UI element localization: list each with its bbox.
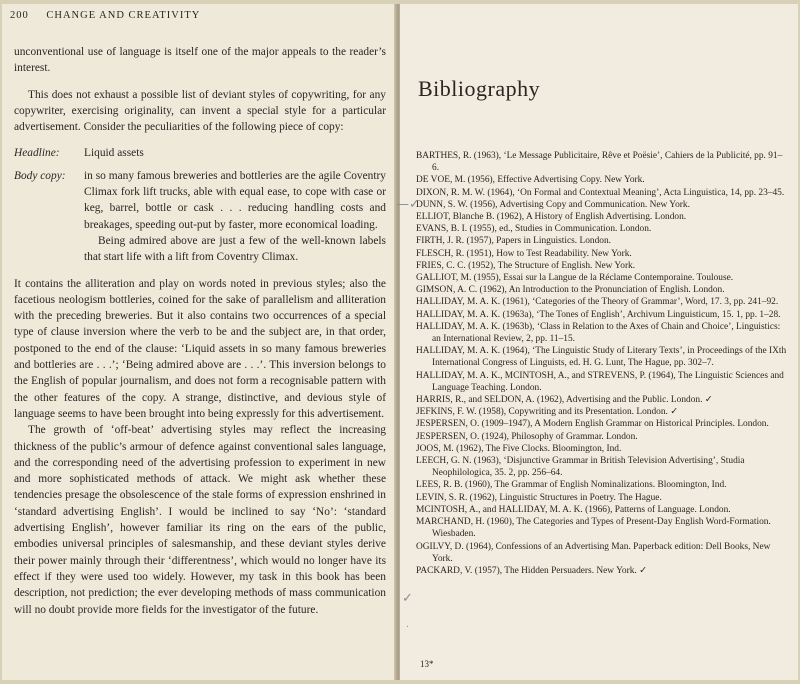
- bibliography-entry: LEES, R. B. (1960), The Grammar of English Nominalizations. Bloomington, Ind.: [416, 480, 727, 491]
- body-copy-para-1: in so many famous breweries and bottleries are the agile Coventry Climax fork lift trucks, able with equal ease, to cope with case or keg, barrel, bottle or cask . . . reducing handling costs and breakages, speeding out-put by faster, more economical loading.: [84, 169, 386, 231]
- signature-mark: 13*: [420, 659, 434, 669]
- bibliography-entry: PACKARD, V. (1957), The Hidden Persuaders. New York. ✓: [416, 565, 647, 576]
- bibliography-entry: ELLIOT, Blanche B. (1962), A History of English Advertising. London.: [416, 212, 687, 223]
- bibliography-entry: LEECH, G. N. (1963), ‘Disjunctive Grammar in British Television Advertising’, Studia Neophilologica, 35. 2, pp. 256–64.: [416, 456, 745, 479]
- bibliography-entry: JESPERSEN, O. (1924), Philosophy of Grammar. London.: [416, 431, 638, 442]
- page-number: 200: [10, 10, 29, 21]
- bibliography-entry: MCINTOSH, A., and HALLIDAY, M. A. K. (1966), Patterns of Language. London.: [416, 504, 731, 515]
- bibliography-entry: HALLIDAY, M. A. K. (1961), ‘Categories of the Theory of Grammar’, Word, 17. 3, pp. 241–92.: [416, 297, 779, 308]
- bibliography-entry: JOOS, M. (1962), The Five Clocks. Bloomington, Ind.: [416, 443, 622, 454]
- bibliography-entry: GIMSON, A. C. (1962), An Introduction to the Pronunciation of English. London.: [416, 285, 725, 296]
- bibliography-entry: HALLIDAY, M. A. K. (1963b), ‘Class in Relation to the Axes of Chain and Choice’, Linguistics: an International Review, 2, pp. 11–15.: [416, 321, 781, 345]
- ad-copy-example: [14, 145, 386, 265]
- bibliography-entry: LEVIN, S. R. (1962), Linguistic Structures in Poetry. The Hague.: [416, 492, 662, 503]
- body-copy-label: Body copy:: [14, 169, 66, 182]
- body-copy-para-2: Being admired above are just a few of the well-known labels that start life with a lift from Coventry Climax.: [84, 234, 386, 264]
- bibliography-list: [416, 150, 788, 577]
- left-page: [2, 4, 396, 680]
- pencil-mark-icon: —✓: [396, 197, 420, 212]
- paragraph-2: It contains the alliteration and play on words noted in previous styles; also the facetious neologism bottleries, coined for the sake of parallelism and alliteration with the preceding breweries. But it also contains two occurrences of a special type of clause inversion where the verb to be and the subject are, in that order, postponed to the end of the clause: ‘Liquid assets in so many famous breweries and bottleries are . . .’; ‘Being admired above are . . .’. This inversion belongs to the English of popular journalism, and does not form a recognisable pattern with the other features of the copy. A strange, distinctive, and devious style of language seems to have been brought into being expressly for this advertisement.: [14, 277, 386, 420]
- bibliography-entry: HALLIDAY, M. A. K., MCINTOSH, A., and STREVENS, P. (1964), The Linguistic Sciences and Language Teaching. London.: [416, 370, 784, 393]
- bibliography-entry: BARTHES, R. (1963), ‘Le Message Publicitaire, Rêve et Poësie’, Cahiers de la Publicité, pp. 91–6.: [416, 151, 783, 174]
- pencil-dot-icon: ·: [406, 622, 410, 633]
- running-head-title: CHANGE AND CREATIVITY: [46, 10, 201, 21]
- bibliography-entry: GALLIOT, M. (1955), Essai sur la Langue de la Réclame Contemporaine. Toulouse.: [416, 273, 734, 284]
- bibliography-entry: HARRIS, R., and SELDON, A. (1962), Advertising and the Public. London. ✓: [416, 395, 713, 406]
- bibliography-entry: FLESCH, R. (1951), How to Test Readability. New York.: [416, 248, 632, 259]
- bibliography-entry: DIXON, R. M. W. (1964), ‘On Formal and Contextual Meaning’, Acta Linguistica, 14, pp. 23–45.: [416, 187, 785, 198]
- right-page: [396, 4, 798, 680]
- bibliography-entry: EVANS, B. I. (1955), ed., Studies in Communication. London.: [416, 224, 652, 235]
- bibliography-entry: DE VOE, M. (1956), Effective Advertising Copy. New York.: [416, 175, 645, 186]
- body-copy-row: [14, 168, 386, 266]
- headline-text: Liquid assets: [84, 147, 144, 160]
- headline-row: [14, 145, 386, 161]
- bibliography-entry: JESPERSEN, O. (1909–1947), A Modern English Grammar on Historical Principles. London.: [416, 419, 769, 430]
- bibliography-entry: HALLIDAY, M. A. K. (1964), ‘The Linguistic Study of Literary Texts’, in Proceedings of the IXth International Congress of Linguists, ed. H. G. Lunt, The Hague, pp. 302–7.: [416, 346, 787, 369]
- bibliography-entry: JEFKINS, F. W. (1958), Copywriting and its Presentation. London. ✓: [416, 407, 679, 418]
- bibliography-entry: DUNN, S. W. (1956), Advertising Copy and Communication. New York.: [416, 199, 690, 210]
- bibliography-entry: MARCHAND, H. (1960), The Categories and Types of Present-Day English Word-Formation. Wiesbaden.: [416, 517, 771, 540]
- bibliography-title: Bibliography: [418, 76, 541, 101]
- paragraph-3: The growth of ‘off-beat’ advertising styles may reflect the increasing thickness of the public’s armour of defence against conventional sales language, and the corresponding need of the advertising profession to experiment in new and more sophisticated methods of attack. We might ask whether these tendencies presage the obsolescence of the stale forms of expression enshrined in ‘standard advertising English’. I would be inclined to say ‘No’: ‘standard advertising English’, however familiar its ring on the ears of the public, embodies universal principles of salesmanship, and these deviant styles derive their power mainly through their ‘differentness’, which would no longer have its effect if they were used too widely. However, my task in this book has been description, not prediction; the ever developing methods of mass communication will no doubt provide more fields for the investigator of the future.: [14, 424, 386, 616]
- bibliography-entry: FRIES, C. C. (1952), The Structure of English. New York.: [416, 260, 636, 271]
- bibliography-entry: HALLIDAY, M. A. K. (1963a), ‘The Tones of English’, Archivum Linguisticum, 15. 1, pp. 1–28.: [416, 309, 781, 320]
- body-copy-text: [78, 168, 386, 266]
- left-body-text: [14, 44, 386, 618]
- paragraph-1: This does not exhaust a possible list of deviant styles of copywriting, for any copywriter, exercising originality, can invent a special style for a particular advertisement. Consider the peculiarities of the following piece of copy:: [14, 88, 386, 134]
- bibliography-entry: FIRTH, J. R. (1957), Papers in Linguistics. London.: [416, 236, 612, 247]
- running-head: [10, 10, 200, 21]
- headline-label: Headline:: [14, 147, 60, 160]
- pencil-check-icon: ✓: [402, 591, 413, 606]
- bibliography-entry: OGILVY, D. (1964), Confessions of an Advertising Man. Paperback edition: Dell Books, New York.: [416, 541, 771, 564]
- paragraph-intro: unconventional use of language is itself one of the major appeals to the reader’s interest.: [14, 46, 386, 75]
